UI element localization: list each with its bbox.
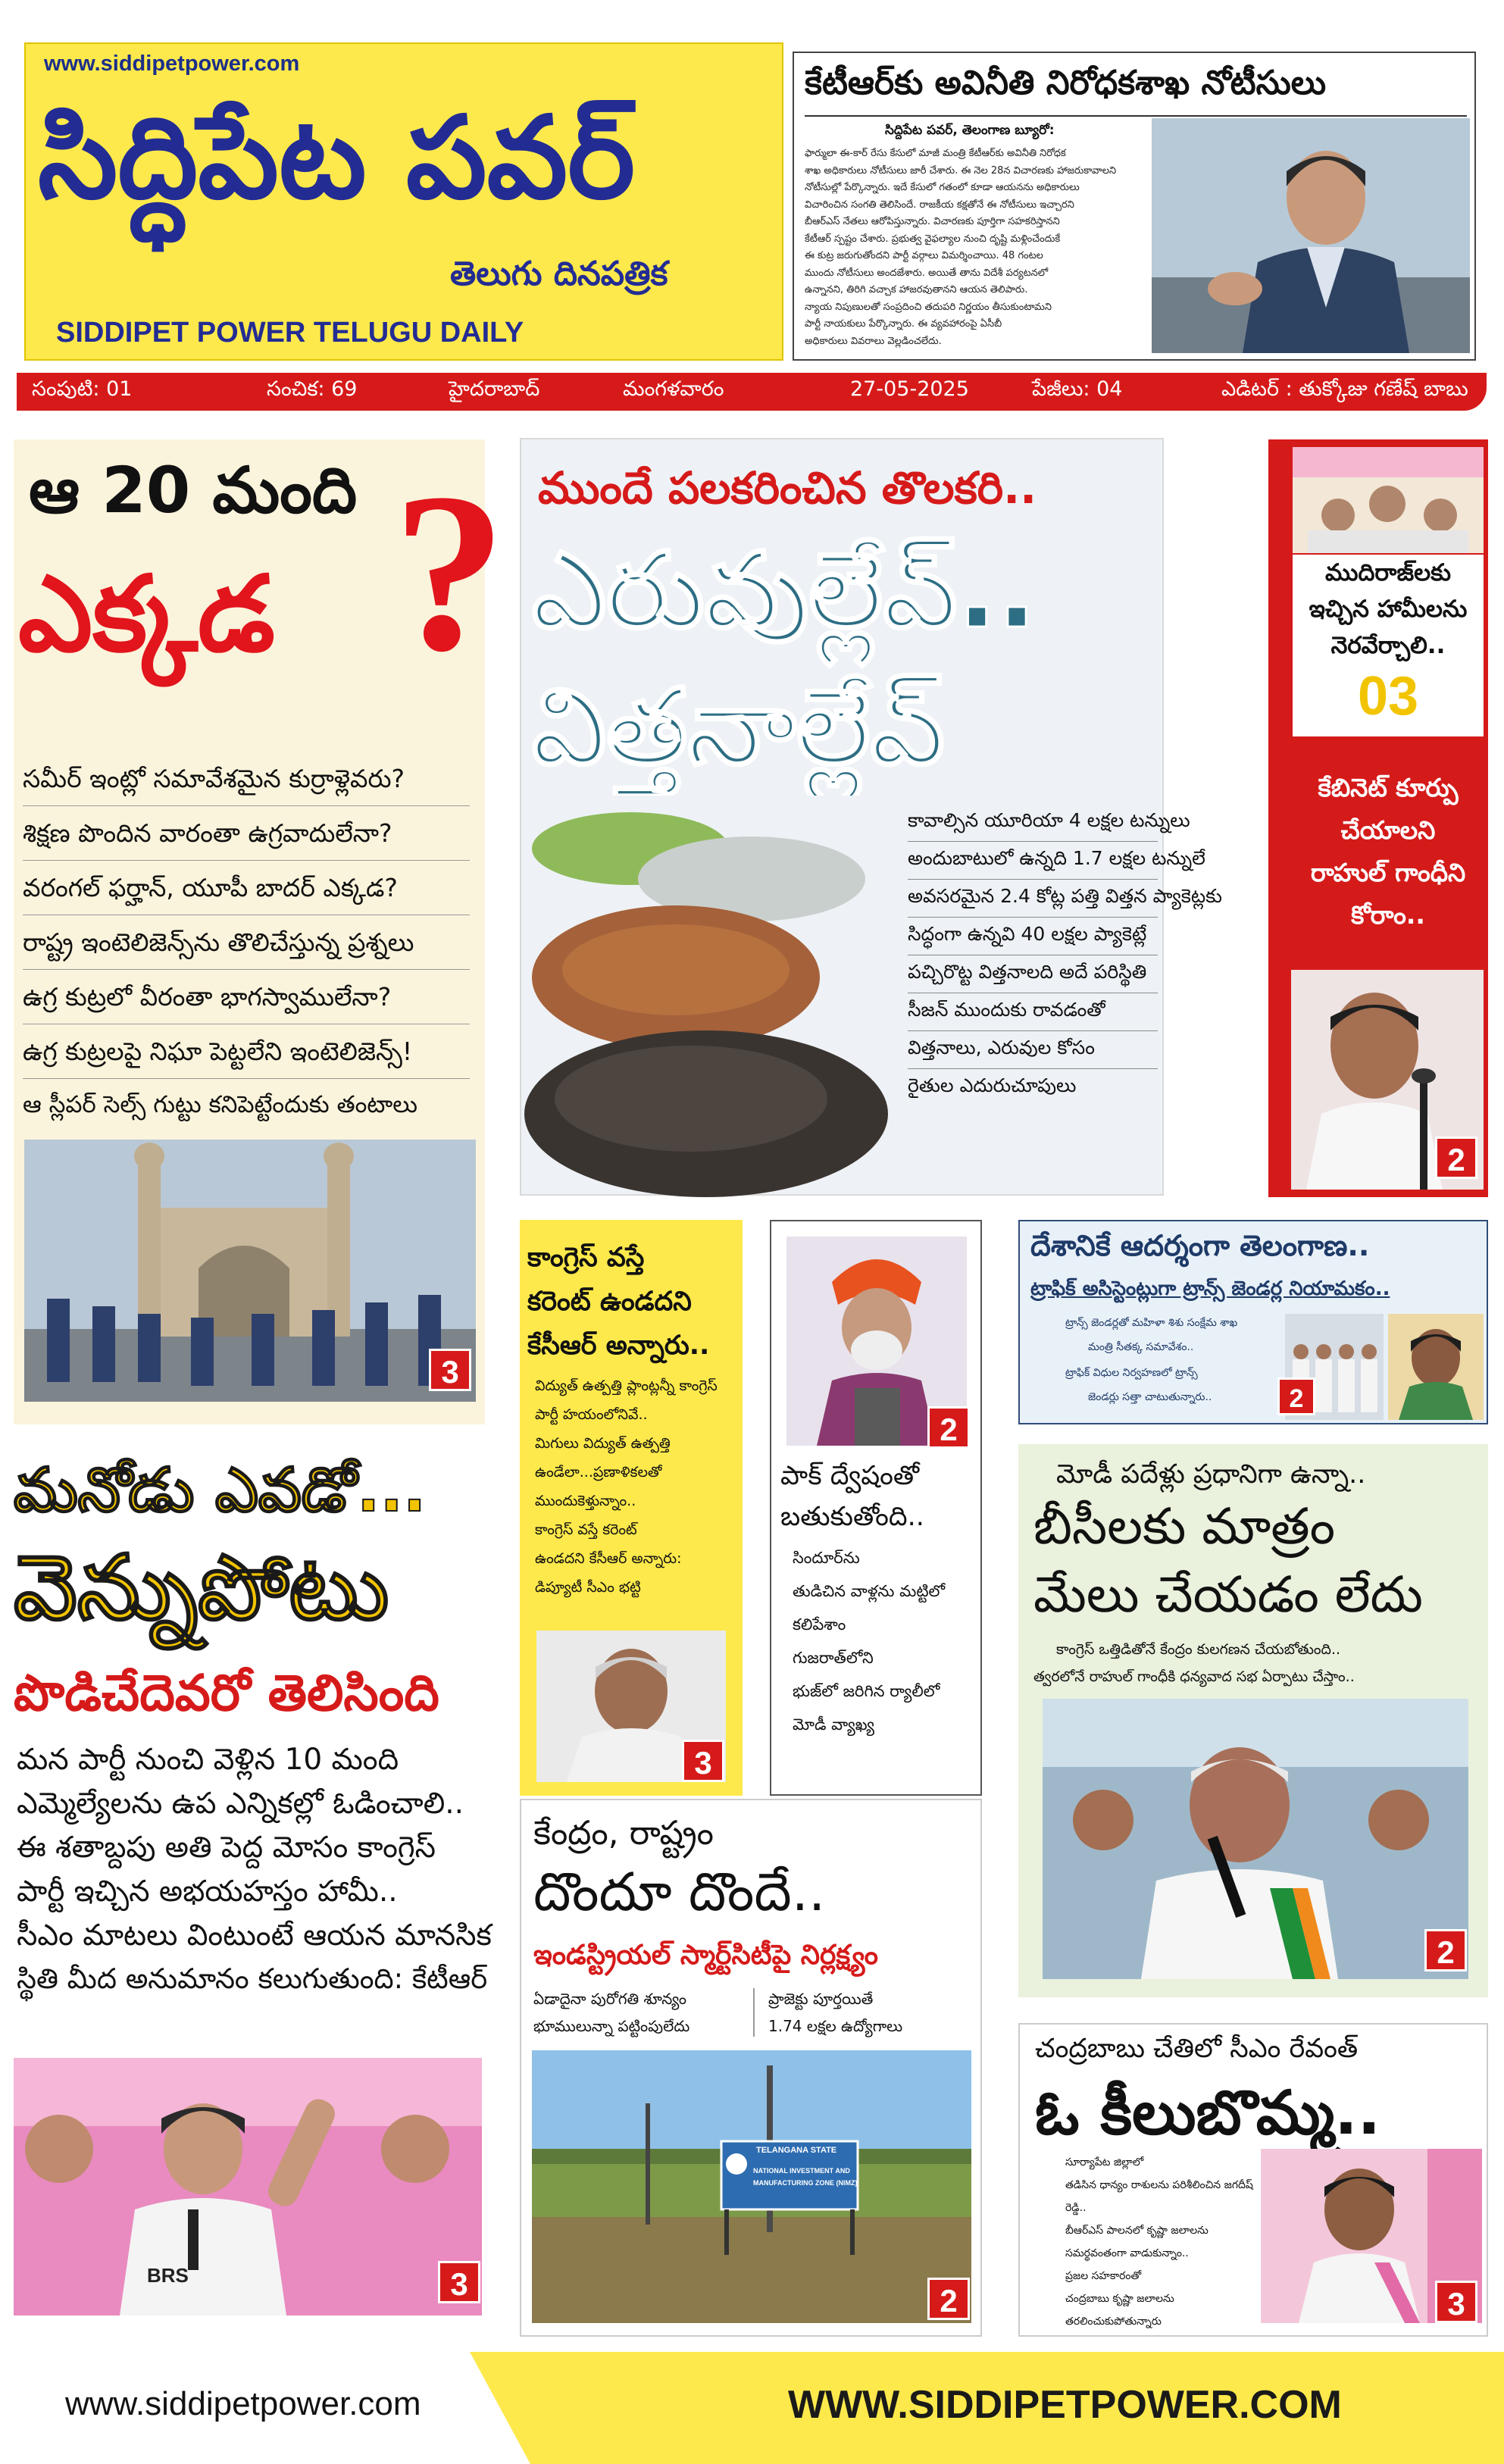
- story-body-line: ఉండదని కేసీఆర్‌ అన్నారు:: [535, 1550, 682, 1567]
- story-kicker: ముందే పలకరించిన తొలకరి..: [538, 462, 1037, 514]
- story-line: ఇచ్చిన హామీలను: [1309, 596, 1468, 623]
- page-ref-number[interactable]: 03: [1357, 666, 1419, 727]
- top-story-line: శాఖ అధికారులు నోటీసులు జారీ చేశారు. ఈ నెల 28న విచారణకు హాజరుకావాలని: [805, 164, 1117, 177]
- story-body-line: మంత్రి సీతక్క సమావేశం..: [1088, 1341, 1194, 1353]
- story-body-line: తరలించుకుపోతున్నారు: [1065, 2315, 1162, 2328]
- story-body-line: సూర్యాపేట జిల్లాలో: [1065, 2156, 1144, 2169]
- story-body-line: పార్టీ హయంలోనివే..: [535, 1406, 648, 1423]
- story-headline-line2[interactable]: విత్తనాల్లేవ్‌: [532, 666, 945, 788]
- story-line: చేయాలని: [1340, 815, 1436, 845]
- page-ref-badge[interactable]: 2: [927, 1406, 970, 1449]
- story-transgender-traffic[interactable]: [1018, 1220, 1488, 1424]
- story-fertilizers[interactable]: [520, 438, 1222, 1196]
- ktr-photo: [1152, 118, 1470, 353]
- story-point: కావాల్సిన యూరియా 4 లక్షల టన్నులు: [908, 809, 1158, 842]
- ktr-rally-photo: [14, 2058, 482, 2315]
- story-headline-line1[interactable]: ఎరువుల్లేవ్‌..: [532, 530, 1037, 652]
- footer: [0, 2352, 1504, 2464]
- story-headline-line: కరెంట్‌ ఉండదని: [527, 1287, 692, 1317]
- story-point: శిక్షణ పొందిన వారంతా ఉగ్రవాదులేనా?: [23, 818, 470, 861]
- story-body-line: విద్యుత్‌ ఉత్పత్తి ప్లాంట్లన్నీ కాంగ్రెస్‌: [535, 1377, 718, 1394]
- story-headline[interactable]: దేశానికే ఆదర్శంగా తెలంగాణ..: [1030, 1229, 1370, 1262]
- story-body-line: ముందుకెళ్తున్నాం..: [535, 1493, 636, 1509]
- story-body-line: భుజ్‌లో జరిగిన ర్యాలీలో: [793, 1682, 940, 1700]
- masthead-title: సిద్ధిపేట పవర్: [38, 92, 636, 224]
- top-story-line: బీఆర్‌ఎస్‌ నేతలు ఆరోపిస్తున్నారు. విచారణకు పూర్తిగా సహకరిస్తానని: [805, 216, 1060, 227]
- top-story[interactable]: [793, 52, 1476, 361]
- story-point: వరంగల్‌ ఫర్హాన్‌, యూపీ బాదర్‌ ఎక్కడ?: [23, 873, 470, 915]
- issue-info-bar: [17, 373, 1487, 411]
- page-ref-badge[interactable]: 3: [438, 2261, 480, 2303]
- city-label: హైదరాబాద్‌: [449, 377, 540, 401]
- cabinet-story-box[interactable]: [1293, 773, 1484, 955]
- story-20-mandi[interactable]: [14, 439, 506, 1424]
- story-body-line: త్వరలోనే రాహుల్‌ గాంధీకి ధన్యవాద సభ ఏర్పాటు చేస్తాం..: [1033, 1668, 1355, 1685]
- story-line: రాహుల్‌ గాంధీని: [1310, 858, 1466, 887]
- story-body-line: ప్రజల సహకారంతో: [1065, 2270, 1142, 2282]
- sign-text: TELANGANA STATE: [756, 2146, 837, 2155]
- story-body-line: సీఎం మాటలు వింటుంటే ఆయన మానసిక: [17, 1918, 492, 1953]
- story-body-line: రెడ్డి..: [1065, 2202, 1087, 2214]
- masthead-url[interactable]: www.siddipetpower.com: [44, 52, 300, 76]
- top-story-line: ఫార్ములా ఈ-కార్‌ రేసు కేసులో మాజీ మంత్రి కేటీఆర్‌కు అవినీతి నిరోధక: [805, 148, 1066, 159]
- top-story-line: నోటీసుల్లో పేర్కొన్నారు. ఇదే కేసులో గతంలో కూడా ఆయనను అధికారులు: [805, 182, 1080, 193]
- story-point: పచ్చిరొట్ట విత్తనాలది అదే పరిస్థితి: [908, 961, 1158, 993]
- top-story-line: ఉన్నానని, తిరిగి వచ్చాక హాజరవుతానని ఆయన తెలిపారు.: [805, 284, 1028, 295]
- story-body-line: సమర్థవంతంగా వాడుకున్నాం..: [1065, 2247, 1189, 2259]
- story-point: ఏడాదైనా పురోగతి శూన్యం: [533, 1990, 686, 2008]
- story-subhead: ట్రాఫిక్‌ అసిస్టెంట్లుగా ట్రాన్స్‌ జెండర్ల నియామకం..: [1030, 1277, 1390, 1300]
- story-body-line: ట్రాన్స్‌ జెండర్లతో మహిళా శిశు సంక్షేమ శాఖ: [1065, 1317, 1238, 1329]
- story-bc-welfare[interactable]: [1018, 1444, 1488, 1997]
- top-story-rule: [805, 115, 1467, 117]
- story-headline[interactable]: దొందూ దొందే..: [533, 1861, 826, 1923]
- day-label: మంగళవారం: [623, 377, 724, 401]
- nimz-land-photo: [532, 2050, 971, 2323]
- story-body-line: మిగులు విద్యుత్‌ ఉత్పత్తి: [535, 1435, 671, 1452]
- top-story-body: [805, 145, 1153, 350]
- top-story-line: అధికారులు వివరాలు వెల్లడించలేదు.: [805, 335, 942, 347]
- story-kicker: మోడీ పదేళ్లు ప్రధానిగా ఉన్నా..: [1056, 1459, 1366, 1490]
- top-story-line: ముందు నోటీసులు అందజేశారు. అయితే తాను విదేశీ పర్యటనలో: [805, 267, 1049, 279]
- story-point: అవసరమైన 2.4 కోట్ల పత్తి విత్తన ప్యాకెట్లకు: [908, 885, 1158, 918]
- story-body-line: మన పార్టీ నుంచి వెళ్లిన 10 మంది: [17, 1743, 399, 1777]
- story-modi-pak[interactable]: [770, 1220, 982, 1796]
- story-body-line: గుజరాత్‌లోని: [793, 1649, 874, 1667]
- top-story-line: పార్టీ నాయకులు పేర్కొన్నారు. ఈ వ్యవహారంపై ఏసీబీ: [805, 318, 1002, 330]
- story-body-line: సిందూర్‌ను: [793, 1549, 860, 1567]
- top-story-byline: సిద్దిపేట పవర్‌, తెలంగాణ బ్యూరో:: [885, 123, 1055, 138]
- issue-label: సంచిక: 69: [267, 377, 358, 401]
- story-body-line: స్థితి మీద అనుమానం కలుగుతుంది: కేటీఆర్‌: [17, 1962, 488, 1995]
- story-line[interactable]: ముదిరాజ్‌లకు: [1324, 559, 1451, 586]
- story-headline[interactable]: ఓ కీలుబొమ్మ..: [1035, 2078, 1380, 2148]
- story-point: సమీర్‌ ఇంట్లో సమావేశమైన కుర్రాళ్లెవరు?: [23, 764, 470, 806]
- story-headline-line1[interactable]: బీసీలకు మాత్రం: [1033, 1497, 1336, 1556]
- story-point: ఆ స్లీపర్‌ సెల్స్‌ గుట్టు కనిపెట్టేందుకు తంటాలు: [23, 1091, 417, 1118]
- masthead-english-title: SIDDIPET POWER TELUGU DAILY: [56, 317, 524, 349]
- mudiraj-story-box[interactable]: [1293, 555, 1484, 736]
- page-ref-badge[interactable]: 3: [1435, 2281, 1477, 2323]
- story-body-line: కాంగ్రెస్‌ వస్తే కరెంట్‌: [535, 1521, 637, 1538]
- masthead: [24, 42, 783, 361]
- story-point: రైతుల ఎదురుచూపులు: [908, 1074, 1077, 1096]
- story-headline-line[interactable]: కాంగ్రెస్‌ వస్తే: [527, 1243, 645, 1273]
- story-line: కోరాం..: [1351, 900, 1425, 930]
- pages-label: పేజీలు: 04: [1032, 377, 1123, 401]
- story-body-line: బీఆర్‌ఎస్‌ పాలనలో కృష్ణా జలాలను: [1065, 2225, 1209, 2237]
- story-body-line: ఎమ్మెల్యేలను ఉప ఎన్నికల్లో ఓడించాలి..: [17, 1787, 464, 1821]
- story-point: ప్రాజెక్టు పూర్తయితే: [768, 1990, 874, 2008]
- top-story-line: కేటీఆర్‌ స్పష్టం చేశారు. ప్రభుత్వ వైఫల్యాల నుంచి దృష్టి మళ్లించేందుకే: [805, 233, 1061, 245]
- seeds-soil-photo: [524, 796, 880, 1190]
- story-industrial-smartcity[interactable]: [520, 1799, 982, 2337]
- story-vennupotu[interactable]: [14, 1443, 492, 2329]
- story-body-line: చంద్రబాబు కృష్ణా జలాలను: [1065, 2293, 1174, 2305]
- story-point: 1.74 లక్షల ఉద్యోగాలు: [768, 2017, 903, 2035]
- sign-text: MANUFACTURING ZONE (NIMZ): [753, 2179, 858, 2187]
- story-body-line: పార్టీ ఇచ్చిన అభయహస్తం హామీ..: [17, 1875, 398, 1909]
- right-red-column[interactable]: [1268, 439, 1488, 1197]
- brs-shirt-tag: BRS: [147, 2264, 189, 2287]
- page-ref-badge[interactable]: 3: [429, 1349, 471, 1391]
- masthead-subtitle: తెలుగు దినపత్రిక: [450, 255, 668, 293]
- story-body-line: ఈ శతాబ్దపు అతి పెద్ద మోసం కాంగ్రెస్‌: [17, 1831, 436, 1865]
- story-headline-line2[interactable]: మేలు చేయడం లేదు: [1033, 1565, 1423, 1624]
- date-label: 27-05-2025: [850, 377, 969, 401]
- story-point: సిద్ధంగా ఉన్నవి 40 లక్షల ప్యాకెట్లే: [908, 923, 1158, 955]
- page-ref-badge[interactable]: 2: [1277, 1377, 1315, 1415]
- column-divider: [753, 1988, 755, 2037]
- story-cbn-puppet[interactable]: [1018, 2023, 1488, 2337]
- story-line: నెరవేర్చాలి..: [1330, 632, 1446, 659]
- story-headline-line2[interactable]: ఎక్కడ: [18, 553, 275, 675]
- story-body-line: మోడీ వ్యాఖ్య: [793, 1715, 875, 1734]
- page-ref-badge[interactable]: 2: [927, 2278, 970, 2320]
- seethakka-photo: [1388, 1314, 1484, 1420]
- story-point: అందుబాటులో ఉన్నది 1.7 లక్షల టన్నులే: [908, 847, 1158, 880]
- story-body-line: తుడిచిన వాళ్లను మట్టిలో: [793, 1582, 946, 1600]
- story-body-line: డిప్యూటీ సీఎం భట్టి: [535, 1579, 641, 1596]
- story-headline-line: బతుకుతోంది..: [780, 1502, 924, 1532]
- top-story-line: విచారించిన సంగతి తెలిసిందే. రాజకీయ కక్షతోనే ఈ నోటీసులు ఇచ్చారని: [805, 199, 1074, 211]
- story-point: ఉగ్ర కుట్రలో వీరంతా భాగస్వాములేనా?: [23, 982, 470, 1024]
- story-body-line: తడిసిన ధాన్యం రాశులను పరిశీలించిన జగదీష్‌: [1065, 2179, 1253, 2191]
- sign-text: NATIONAL INVESTMENT AND: [753, 2167, 850, 2175]
- story-body-line: జెండర్లు సత్తా చాటుతున్నారు..: [1088, 1391, 1212, 1403]
- volume-label: సంపుటి: 01: [32, 377, 133, 401]
- story-headline-line[interactable]: పాక్‌ ద్వేషంతో: [780, 1461, 920, 1491]
- story-point: సీజన్‌ ముందుకు రావడంతో: [908, 999, 1158, 1031]
- page-ref-badge[interactable]: 2: [1435, 1137, 1477, 1179]
- footer-url-left[interactable]: www.siddipetpower.com: [65, 2385, 421, 2422]
- story-kicker: మనోడు ఎవడో...: [14, 1455, 427, 1525]
- story-point: భూములున్నా పట్టింపులేదు: [533, 2017, 690, 2035]
- story-body-line: కలిపేశాం: [793, 1615, 846, 1634]
- story-line[interactable]: కేబినెట్‌ కూర్పు: [1318, 773, 1459, 802]
- question-mark: ?: [392, 446, 506, 698]
- top-story-headline[interactable]: కేటీఆర్‌కు అవినీతి నిరోధకశాఖ నోటీసులు: [805, 64, 1327, 102]
- editor-label: ఎడిటర్‌ : తుక్కోజు గణేష్‌ బాబు: [1221, 377, 1468, 401]
- story-congress-power[interactable]: [520, 1220, 743, 1796]
- page-ref-badge[interactable]: 3: [682, 1740, 724, 1782]
- story-kicker: కేంద్రం, రాష్ట్రం: [533, 1814, 714, 1853]
- story-headline-line: కేసీఆర్‌ అన్నారు..: [527, 1330, 710, 1361]
- footer-url-right[interactable]: WWW.SIDDIPETPOWER.COM: [788, 2383, 1342, 2427]
- story-headline[interactable]: వెన్నుపోటు: [14, 1535, 389, 1640]
- story-point: ఉగ్ర కుట్రలపై నిఘా పెట్టలేని ఇంటెలిజెన్స్‌!: [23, 1037, 470, 1079]
- story-kicker: చంద్రబాబు చేతిలో సీఎం రేవంత్‌: [1035, 2034, 1359, 2064]
- story-subhead: ఇండస్ట్రియల్‌ స్మార్ట్‌సిటీపై నిర్లక్ష్యం: [533, 1940, 879, 1971]
- story-point: విత్తనాలు, ఎరువుల కోసం: [908, 1037, 1158, 1069]
- top-story-line: ఈ కుట్ర జరుగుతోందని పార్టీ వర్గాలు విమర్శించాయి. 48 గంటల: [805, 250, 1043, 261]
- top-story-line: న్యాయ నిపుణులతో సంప్రదించి తదుపరి నిర్ణయం తీసుకుంటామని: [805, 301, 1052, 313]
- page-ref-badge[interactable]: 2: [1424, 1929, 1467, 1972]
- mudiraj-meeting-photo: [1293, 447, 1484, 553]
- story-body-line: ఉండేలా...ప్రణాళికలతో: [535, 1464, 662, 1481]
- story-point: రాష్ట్ర ఇంటెలిజెన్స్‌ను తొలిచేస్తున్న ప్రశ్నలు: [23, 927, 470, 970]
- story-body-line: ట్రాఫిక్‌ విధుల నిర్వహణలో ట్రాన్స్‌: [1065, 1367, 1198, 1379]
- story-headline-line1[interactable]: ఆ 20 మంది: [29, 453, 358, 527]
- story-subhead: పొడిచేదెవరో తెలిసింది: [14, 1664, 439, 1722]
- vh-speech-photo: [1043, 1699, 1468, 1979]
- story-body-line: కాంగ్రెస్‌ ఒత్తిడితోనే కేంద్రం కులగణన చేయబోతుంది..: [1056, 1641, 1341, 1658]
- charminar-photo: [24, 1140, 476, 1402]
